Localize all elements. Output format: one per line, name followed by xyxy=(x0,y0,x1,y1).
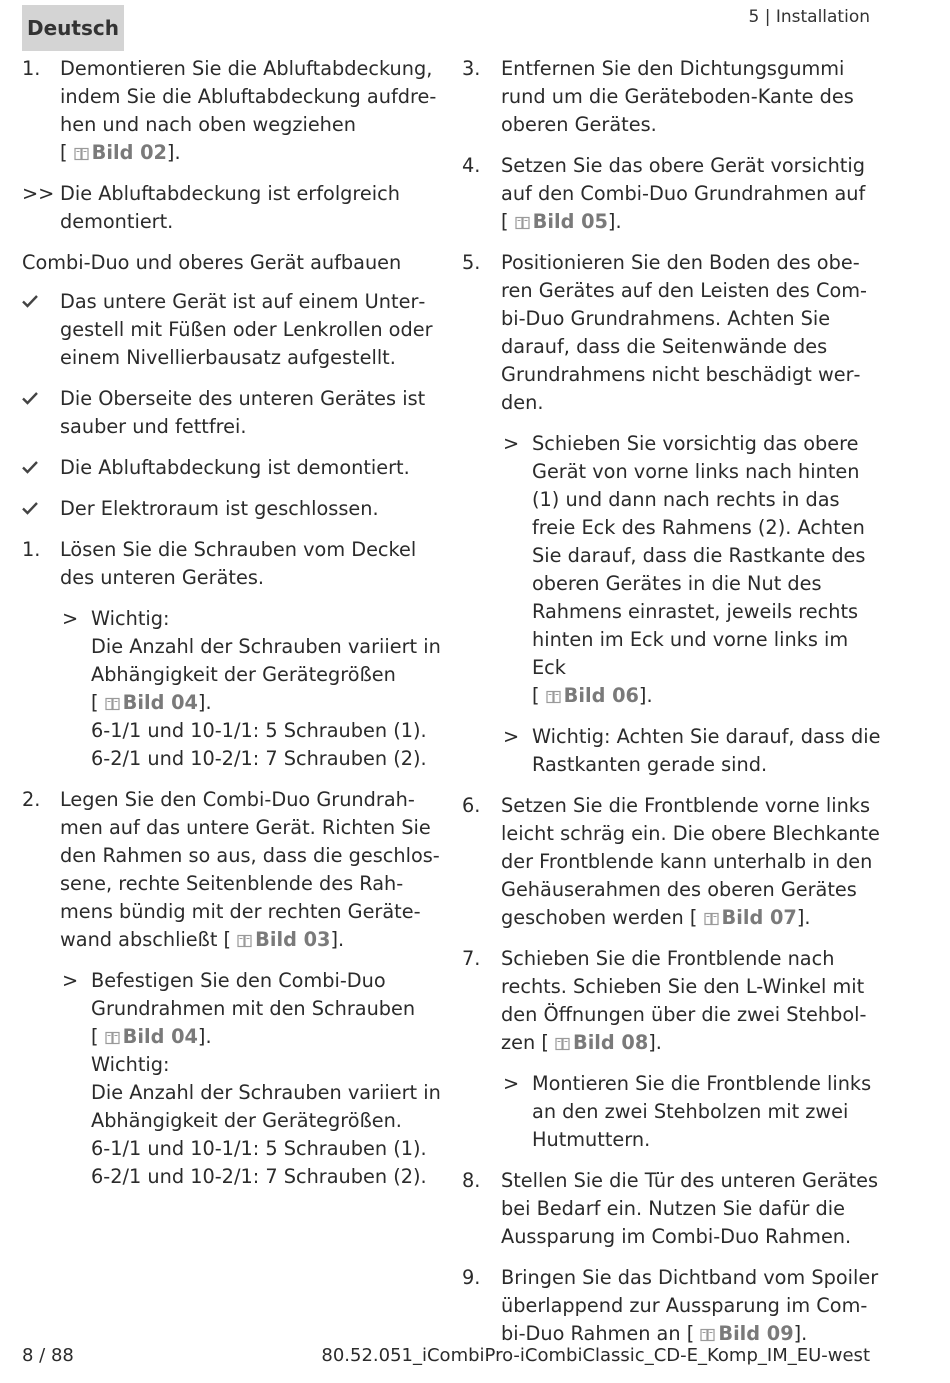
book-icon xyxy=(105,1031,120,1045)
substep: > Wichtig: Die Anzahl der Schrauben variiert in Abhängigkeit der Gerätegrößen [ Bild 04]. 6-1/1 und 10-1/1: 5 Schrauben (1). 6-2/1 und 10-2/1: 7 Schrauben (2). xyxy=(60,605,442,773)
substep-text: Die Anzahl der Schrauben variiert in Abhängigkeit der Gerätegrößen xyxy=(91,635,441,686)
substep: > Schieben Sie vorsichtig das obere Gerät von vorne links nach hinten (1) und dann nach rechts in das freie Eck des Rahmens (2). Achten Sie darauf, dass die Rastkante des oberen Gerätes in die Nut des Rahmens einrastet, jeweils rechts hinten im Eck und vorne links im Eck [ Bild 06]. xyxy=(501,430,882,710)
image-reference[interactable]: Bild 08 xyxy=(555,1031,648,1054)
substep xyxy=(501,1070,882,1154)
step-text: Lösen Sie die Schrauben vom Deckel des unteren Gerätes. xyxy=(60,538,417,589)
precondition-item xyxy=(22,454,442,482)
image-reference[interactable]: Bild 03 xyxy=(237,928,330,951)
step-text: Bringen Sie das Dichtband vom Spoiler überlappend zur Aussparung im Combi-Duo Rahmen an xyxy=(501,1266,879,1345)
step-text: Schieben Sie die Frontblende nach rechts. Schieben Sie den L-Winkel mit den Öffnungen über die zwei Stehbolzen xyxy=(501,947,867,1054)
image-reference[interactable]: Bild 04 xyxy=(105,1025,198,1048)
step-4: 4. Setzen Sie das obere Gerät vorsichtig auf den Combi-Duo Grundrahmen auf [ Bild 05]. xyxy=(462,152,882,236)
step-number: 4. xyxy=(462,154,481,177)
substep-marker: > xyxy=(503,725,520,748)
step-6: 6. Setzen Sie die Frontblende vorne links leicht schräg ein. Die obere Blechkante der Frontblende kann unterhalb in den Gehäuserahmen des oberen Gerätes geschoben werden [ Bild 07]. xyxy=(462,792,882,932)
precondition-item xyxy=(22,288,442,372)
substep xyxy=(501,723,882,779)
wichtig-label: Wichtig: xyxy=(91,607,170,630)
book-icon xyxy=(515,216,530,230)
step-number: 3. xyxy=(462,57,481,80)
step-number: 6. xyxy=(462,794,481,817)
image-reference[interactable]: Bild 05 xyxy=(515,210,608,233)
step-number: 1. xyxy=(22,57,41,80)
substep: > Befestigen Sie den Combi-Duo Grundrahmen mit den Schrauben [ Bild 04]. Wichtig: Die Anzahl der Schrauben variiert in Abhängigkeit der Gerätegrößen. 6-1/1 und 10-1/1: 5 Schrauben (1). 6-2/1 und 10-2/1: 7 Schrauben (2). xyxy=(60,967,442,1191)
step-3 xyxy=(462,55,882,139)
precondition-item xyxy=(22,495,442,523)
image-reference[interactable]: Bild 07 xyxy=(704,906,797,929)
checkmark-icon xyxy=(22,495,60,523)
wichtig-label: Wichtig: xyxy=(91,1053,170,1076)
step-9: 9. Bringen Sie das Dichtband vom Spoiler überlappend zur Aussparung im Combi-Duo Rahmen an [ Bild 09]. xyxy=(462,1264,882,1348)
substep-marker: > xyxy=(503,432,520,455)
section-heading: Combi-Duo und oberes Gerät aufbauen xyxy=(22,251,402,274)
substep-text: Befestigen Sie den Combi-Duo Grundrahmen mit den Schrauben xyxy=(91,969,416,1020)
book-icon xyxy=(105,697,120,711)
step-text: Setzen Sie das obere Gerät vorsichtig auf den Combi-Duo Grundrahmen auf xyxy=(501,154,866,205)
step-text: Legen Sie den Combi-Duo Grundrahmen auf das untere Gerät. Richten Sie den Rahmen so aus, dass die geschlossene, rechte Seitenblende des Rahmens bündig mit der rechten Gerätewand abschließt xyxy=(60,788,440,951)
precondition-text: Das untere Gerät ist auf einem Untergestell mit Füßen oder Lenkrollen oder einem Nivellierbausatz aufgestellt. xyxy=(60,290,433,369)
checkmark-icon xyxy=(22,288,60,372)
checkmark-icon xyxy=(22,385,60,441)
image-reference[interactable]: Bild 02 xyxy=(74,141,167,164)
result-marker: >> xyxy=(22,182,55,205)
language-tab: Deutsch xyxy=(22,5,124,51)
substep-text: Montieren Sie die Frontblende links an den zwei Stehbolzen mit zwei Hutmuttern. xyxy=(532,1072,872,1151)
book-icon xyxy=(237,934,252,948)
checkmark-icon xyxy=(22,454,60,482)
substep-text: Schieben Sie vorsichtig das obere Gerät von vorne links nach hinten (1) und dann nach rechts in das freie Eck des Rahmens (2). Achten Sie darauf, dass die Rastkante des oberen Gerätes in die Nut des Rahmens einrastet, jeweils rechts hinten im Eck und vorne links im Eck xyxy=(532,432,866,679)
image-reference[interactable]: Bild 04 xyxy=(105,691,198,714)
step-5 xyxy=(462,249,882,417)
step-number: 8. xyxy=(462,1169,481,1192)
step-8 xyxy=(462,1167,882,1251)
book-icon xyxy=(546,690,561,704)
result-line xyxy=(22,180,442,236)
book-icon xyxy=(700,1328,715,1342)
book-icon xyxy=(555,1037,570,1051)
substep-text: Die Anzahl der Schrauben variiert in Abhängigkeit der Gerätegrößen. xyxy=(91,1081,441,1132)
step-text: Positionieren Sie den Boden des oberen Gerätes auf den Leisten des Combi-Duo Grundrahmens. Achten Sie darauf, dass die Seitenwände des Grundrahmens nicht beschädigt werden. xyxy=(501,251,867,414)
variant-line: 6-1/1 und 10-1/1: 5 Schrauben (1). xyxy=(91,719,427,742)
substep-marker: > xyxy=(503,1072,520,1095)
book-icon xyxy=(74,147,89,161)
step-number: 2. xyxy=(22,788,41,811)
variant-line: 6-2/1 und 10-2/1: 7 Schrauben (2). xyxy=(91,1165,427,1188)
substep-marker: > xyxy=(62,607,79,630)
precondition-text: Die Oberseite des unteren Gerätes ist sauber und fettfrei. xyxy=(60,387,426,438)
step-number: 1. xyxy=(22,538,41,561)
precondition-item xyxy=(22,385,442,441)
image-reference[interactable]: Bild 06 xyxy=(546,684,639,707)
substep-text: Wichtig: Achten Sie darauf, dass die Rastkanten gerade sind. xyxy=(532,725,881,776)
document-id: 80.52.051_iCombiPro-iCombiClassic_CD-E_Komp_IM_EU-west xyxy=(321,1345,870,1366)
result-text: Die Abluftabdeckung ist erfolgreich demontiert. xyxy=(60,182,400,233)
step-1-demontieren: 1. Demontieren Sie die Abluftabdeckung, indem Sie die Abluftabdeckung aufdrehen und nach oben wegziehen [ Bild 02]. xyxy=(22,55,442,167)
page-number: 8 / 88 xyxy=(22,1345,74,1366)
step-number: 7. xyxy=(462,947,481,970)
step-text: Entfernen Sie den Dichtungsgummi rund um die Geräteboden-Kante des oberen Gerätes. xyxy=(501,57,854,136)
left-column xyxy=(22,55,442,1204)
book-icon xyxy=(704,912,719,926)
variant-line: 6-1/1 und 10-1/1: 5 Schrauben (1). xyxy=(91,1137,427,1160)
right-column xyxy=(462,55,882,1361)
step-7: 7. Schieben Sie die Frontblende nach rechts. Schieben Sie den L-Winkel mit den Öffnungen über die zwei Stehbolzen [ Bild 08]. xyxy=(462,945,882,1057)
step-text: Setzen Sie die Frontblende vorne links leicht schräg ein. Die obere Blechkante der Frontblende kann unterhalb in den Gehäuserahmen des oberen Gerätes geschoben werden xyxy=(501,794,880,929)
step-text: Demontieren Sie die Abluftabdeckung, indem Sie die Abluftabdeckung aufdrehen und nach oben wegziehen xyxy=(60,57,437,136)
image-reference[interactable]: Bild 09 xyxy=(700,1322,793,1345)
step-text: Stellen Sie die Tür des unteren Gerätes bei Bedarf ein. Nutzen Sie dafür die Aussparung im Combi-Duo Rahmen. xyxy=(501,1169,879,1248)
substep-marker: > xyxy=(62,969,79,992)
step-number: 5. xyxy=(462,251,481,274)
precondition-text: Der Elektroraum ist geschlossen. xyxy=(60,497,379,520)
step-2-legen: 2. Legen Sie den Combi-Duo Grundrahmen auf das untere Gerät. Richten Sie den Rahmen so aus, dass die geschlossene, rechte Seitenblende des Rahmens bündig mit der rechten Gerätewand abschließt [ Bild 03]. xyxy=(22,786,442,954)
variant-line: 6-2/1 und 10-2/1: 7 Schrauben (2). xyxy=(91,747,427,770)
step-1-loesen xyxy=(22,536,442,592)
step-number: 9. xyxy=(462,1266,481,1289)
section-header: 5 | Installation xyxy=(748,7,870,27)
precondition-text: Die Abluftabdeckung ist demontiert. xyxy=(60,456,410,479)
